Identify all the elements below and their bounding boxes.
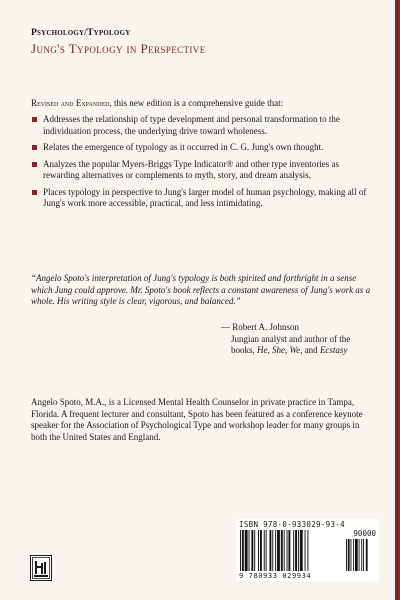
barcode-addon-bar: [359, 539, 360, 571]
barcode-addon-bar: [361, 539, 362, 571]
barcode-bar: [307, 530, 308, 571]
quote-attribution: [221, 322, 391, 357]
feature-list: [31, 114, 376, 215]
barcode-bar: [269, 530, 271, 571]
bullet-square-icon: [32, 190, 37, 195]
list-item-text: Addresses the relationship of type development and personal transformation to the individuation process, the underlying drive toward wholeness.: [43, 114, 340, 136]
barcode-addon-bar: [351, 539, 352, 571]
intro-rest: this new edition is a comprehensive guide that:: [111, 98, 284, 108]
list-item-text: Places typology in perspective to Jung's larger model of human psychology, making all of Jung's work more accessible, practical, and less intimidating.: [43, 186, 367, 208]
intro-text: [31, 97, 376, 109]
separator: , and: [300, 345, 320, 355]
barcode-bar: [287, 530, 288, 571]
bullet-square-icon: [32, 162, 37, 167]
barcode-bar: [240, 530, 241, 571]
barcode-bar: [300, 530, 303, 571]
price-code: 90000: [353, 529, 376, 538]
barcode-addon-bar: [346, 539, 347, 571]
barcode-bar: [242, 530, 244, 571]
separator: ,: [267, 345, 273, 355]
barcode-addon-bar: [355, 539, 358, 571]
list-item: [31, 114, 376, 137]
book-title-ecstasy: Ecstasy: [319, 345, 348, 355]
book-title-we: We: [289, 345, 301, 355]
reviewer-credential: Jungian analyst and author of the: [231, 333, 351, 344]
barcode-bar: [281, 530, 283, 571]
bullet-square-icon: [32, 145, 37, 150]
barcode-addon-bar: [363, 539, 364, 571]
book-title-she: She: [272, 345, 286, 355]
book-title: Jung's Typology in Perspective: [31, 41, 206, 56]
barcode-bar: [277, 530, 280, 571]
book-title-he: He: [257, 345, 268, 355]
separator: ,: [285, 345, 290, 355]
barcode-bar: [305, 530, 306, 571]
barcode-bar: [264, 530, 265, 571]
review-quote: “Angelo Spoto's interpretation of Jung's typology is both spirited and forthright in a sense which Jung could approve. Mr. Spoto's book reflects a constant awareness of Jung's work as a whole. His writing style is clear, vigorous, and balanced.”: [31, 273, 371, 306]
barcode-addon-bar: [348, 539, 350, 571]
category-label: Psychology/Typology: [31, 28, 131, 38]
barcode-bar: [245, 530, 248, 571]
list-item-text: Analyzes the popular Myers-Briggs Type Indicator® and other type inventories as rewarding alternatives or complements to myth, story, and dream analysis.: [43, 158, 339, 180]
isbn-number: ISBN 978-0-933029-93-4: [239, 520, 345, 529]
barcode-bar: [275, 530, 276, 571]
barcode-bar: [284, 530, 285, 571]
reviewer-books: [231, 345, 391, 357]
list-item: [31, 187, 376, 210]
isbn-barcode: [236, 519, 379, 581]
barcode-bar: [251, 530, 253, 571]
list-item-text: Relates the emergence of typology as it occurred in C. G. Jung's own thought.: [43, 142, 324, 152]
barcode-addon-bar: [366, 539, 368, 571]
reviewer-name: — Robert A. Johnson: [221, 322, 300, 332]
barcode-bar: [266, 530, 267, 571]
barcode-bar: [288, 530, 290, 571]
barcode-bar: [272, 530, 273, 571]
spine-edge: [395, 0, 400, 600]
author-bio: Angelo Spoto, M.A., is a Licensed Mental Health Counselor in private practice in Tampa, Florida. A frequent lecturer and consultant, Spoto has been featured as a conference keynote speaker for the Association of Psychological Type and workshop leader for many groups in both the United States and England.: [31, 397, 363, 442]
list-item: [31, 159, 376, 182]
barcode-bar: [260, 530, 262, 571]
barcode-bar: [295, 530, 297, 571]
barcode-bar: [249, 530, 250, 571]
barcode-bar: [254, 530, 255, 571]
barcode-bar: [258, 530, 259, 571]
books-prefix: books,: [231, 345, 258, 355]
intro-lead: Revised and Expanded,: [31, 98, 112, 108]
barcode-addon-bar: [353, 539, 354, 571]
barcode-bar: [293, 530, 294, 571]
barcode-digits: 9 780933 029934: [239, 572, 312, 580]
barcode-bar: [298, 530, 299, 571]
bullet-square-icon: [32, 117, 37, 122]
publisher-logo-icon: [30, 555, 52, 581]
list-item: [31, 142, 376, 154]
